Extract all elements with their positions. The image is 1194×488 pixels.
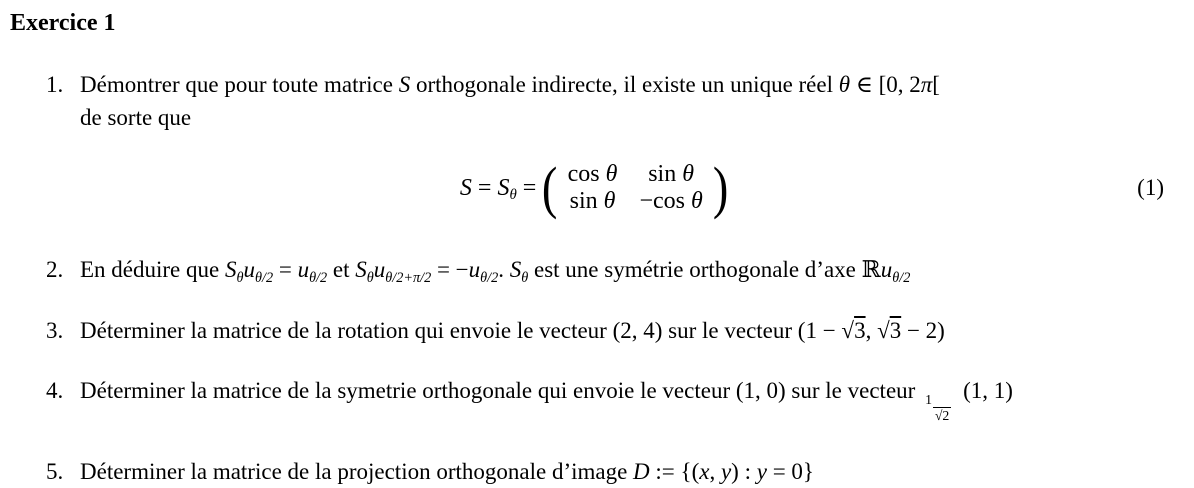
exercise-item-3 bbox=[46, 314, 1180, 347]
item-body bbox=[80, 455, 1180, 488]
item-number: 5. bbox=[46, 459, 64, 485]
exercise-item-4 bbox=[46, 374, 1180, 428]
exercise-item-1 bbox=[46, 68, 1180, 134]
item-text: Déterminer la matrice de la symetrie orthogonale qui envoie le vecteur (1, 0) sur le vecteur $\frac{1}{√2}$ (1, 1) bbox=[80, 378, 1013, 423]
item-body bbox=[80, 68, 1180, 134]
item-body bbox=[80, 314, 1180, 347]
matrix-cell: sin θ bbox=[569, 188, 616, 214]
item-number: 2. bbox=[46, 257, 64, 282]
equation-body bbox=[459, 155, 730, 220]
matrix-cell: sin θ bbox=[648, 161, 694, 187]
display-equation bbox=[10, 155, 1180, 220]
item-text: Démontrer que pour toute matrice S orthogonale indirecte, il existe un unique réel θ ∈ [0, 2π[ bbox=[80, 72, 940, 97]
item-body bbox=[80, 253, 1180, 287]
item-number: 1. bbox=[46, 72, 64, 97]
item-text: Déterminer la matrice de la rotation qui envoie le vecteur (2, 4) sur le vecteur (1 − √3, √3 − 2) bbox=[80, 318, 945, 343]
item-body bbox=[80, 374, 1180, 428]
matrix-right-paren: ) bbox=[712, 155, 729, 220]
item-text: En déduire que $S_\theta u_{\theta/2} = u_{\theta/2}$ et $S_\theta u_{\theta/2+\pi/2} = -u_{\theta/2}$. $S_\theta$ est une symétrie orthogonale d’axe ℝu$_{\theta/2}$ bbox=[80, 257, 911, 286]
matrix-cell: −cos θ bbox=[639, 188, 703, 214]
item-text-continued: de sorte que bbox=[80, 105, 192, 130]
exercise-item-5 bbox=[46, 455, 1180, 488]
matrix bbox=[568, 161, 703, 215]
equation-number: (1) bbox=[1137, 175, 1164, 200]
exercise-heading: Exercice 1 bbox=[10, 10, 116, 36]
equation-lhs: $S = S_\theta$ = bbox=[459, 174, 537, 204]
exercise-item-2 bbox=[46, 253, 1180, 287]
item-number: 3. bbox=[46, 318, 64, 343]
matrix-left-paren: ( bbox=[542, 155, 558, 220]
item-number: 4. bbox=[46, 378, 64, 403]
matrix-cell: cos θ bbox=[567, 161, 618, 187]
item-text: Déterminer la matrice de la projection orthogonale d’image D := {(x, y) : y = 0} bbox=[80, 459, 814, 485]
